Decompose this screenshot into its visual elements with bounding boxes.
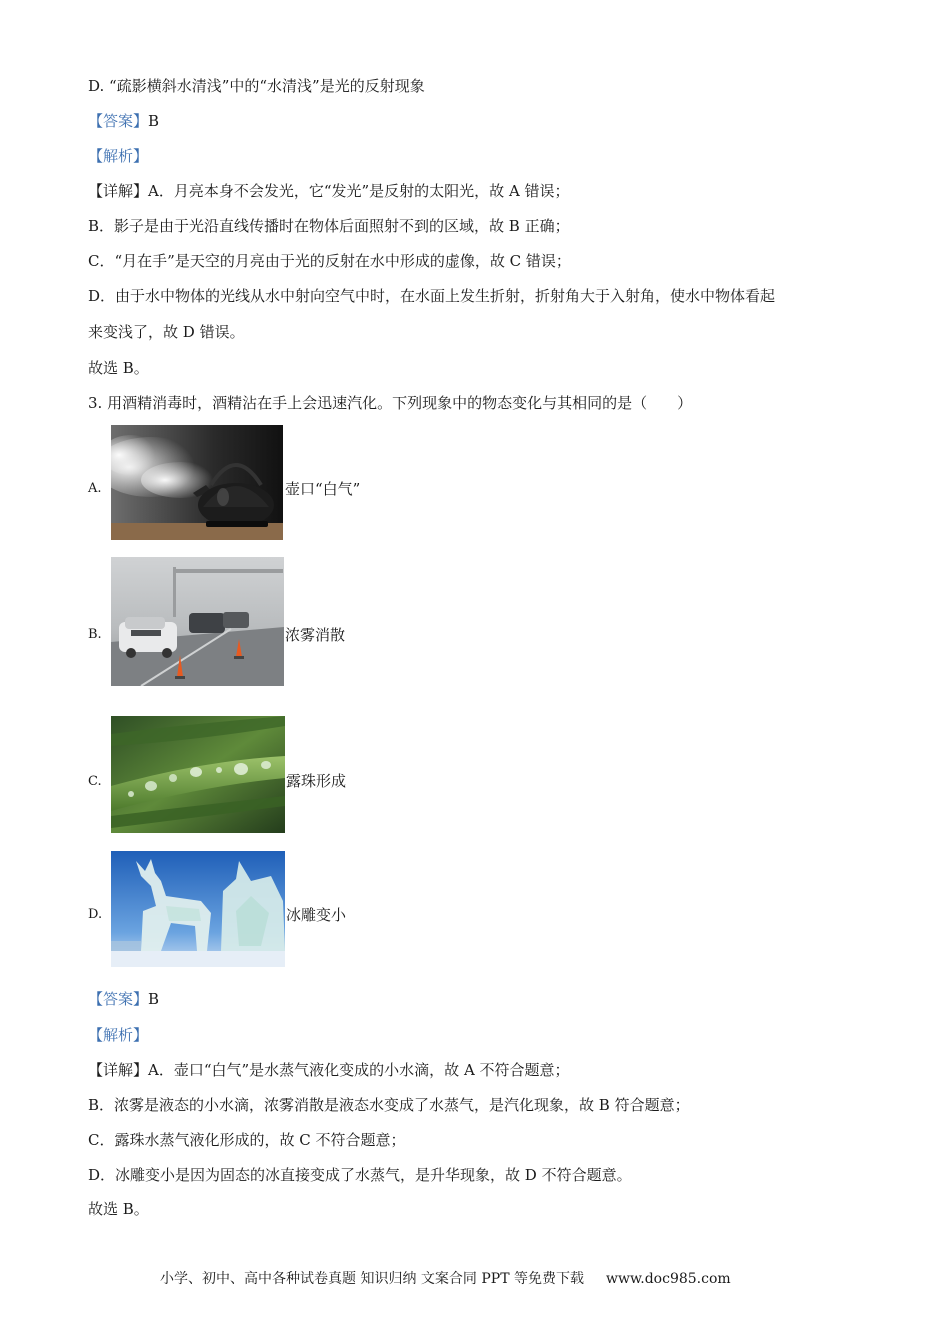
option-b-label: B. bbox=[88, 627, 102, 642]
foggy-road-photo bbox=[111, 557, 284, 686]
footer-text: 小学、初中、高中各种试卷真题 知识归纳 文案合同 PPT 等免费下载 bbox=[160, 1271, 584, 1287]
prev-option-d: D. “疏影横斜水清浅”中的“水清浅”是光的反射现象 bbox=[88, 77, 425, 95]
q3-analysis-tag: 【解析】 bbox=[88, 1026, 149, 1044]
question-3-stem: 3. 用酒精消毒时，酒精沾在手上会迅速汽化。下列现象中的物态变化与其相同的是（ ） bbox=[88, 394, 693, 412]
prev-detail-a-line bbox=[88, 181, 570, 201]
prev-detail-c: C．“月在手”是天空的月亮由于光的反射在水中形成的虚像，故 C 错误； bbox=[88, 252, 571, 270]
prev-answer-tag: 【答案】 bbox=[88, 112, 149, 130]
prev-detail-b: B．影子是由于光沿直线传播时在物体后面照射不到的区域，故 B 正确； bbox=[88, 217, 570, 235]
prev-detail-d-2: 来变浅了，故 D 错误。 bbox=[88, 323, 245, 341]
prev-answer-value: B bbox=[148, 112, 160, 130]
option-c-label: C. bbox=[88, 774, 102, 789]
option-b-text: 浓雾消散 bbox=[285, 626, 346, 644]
prev-detail-d-1: D．由于水中物体的光线从水中射向空气中时，在水面上发生折射，折射角大于入射角，使水中物体看起 bbox=[88, 287, 776, 305]
option-a-text: 壶口“白气” bbox=[285, 480, 361, 498]
prev-analysis-tag: 【解析】 bbox=[88, 147, 149, 165]
q3-answer-tag: 【答案】 bbox=[88, 990, 149, 1008]
ice-sculpture-photo bbox=[111, 851, 285, 967]
kettle-steam-photo bbox=[111, 425, 283, 540]
q3-detail-a-line bbox=[88, 1060, 570, 1080]
q3-answer-value: B bbox=[148, 990, 160, 1008]
option-d-label: D. bbox=[88, 907, 103, 922]
prev-answer-line bbox=[88, 111, 159, 131]
dew-on-grass-photo bbox=[111, 716, 285, 833]
option-a-label: A. bbox=[88, 481, 102, 496]
option-d-text: 冰雕变小 bbox=[286, 906, 347, 924]
q3-detail-a: A．壶口“白气”是水蒸气液化变成的小水滴，故 A 不符合题意； bbox=[148, 1061, 570, 1079]
q3-detail-d: D．冰雕变小是因为固态的冰直接变成了水蒸气，是升华现象，故 D 不符合题意。 bbox=[88, 1166, 632, 1184]
q3-answer-line bbox=[88, 989, 159, 1009]
q3-detail-tag: 【详解】 bbox=[88, 1061, 149, 1079]
footer-url-link[interactable]: www.doc985.com bbox=[605, 1271, 731, 1287]
q3-detail-c: C．露珠水蒸气液化形成的，故 C 不符合题意； bbox=[88, 1131, 406, 1149]
q3-conclusion: 故选 B。 bbox=[88, 1200, 149, 1218]
prev-detail-tag: 【详解】 bbox=[88, 182, 149, 200]
prev-conclusion: 故选 B。 bbox=[88, 359, 149, 377]
page-footer bbox=[160, 1270, 731, 1288]
q3-detail-b: B．浓雾是液态的小水滴，浓雾消散是液态水变成了水蒸气，是汽化现象，故 B 符合题意； bbox=[88, 1096, 690, 1114]
prev-detail-a: A．月亮本身不会发光，它“发光”是反射的太阳光，故 A 错误； bbox=[148, 182, 570, 200]
option-c-text: 露珠形成 bbox=[286, 772, 347, 790]
